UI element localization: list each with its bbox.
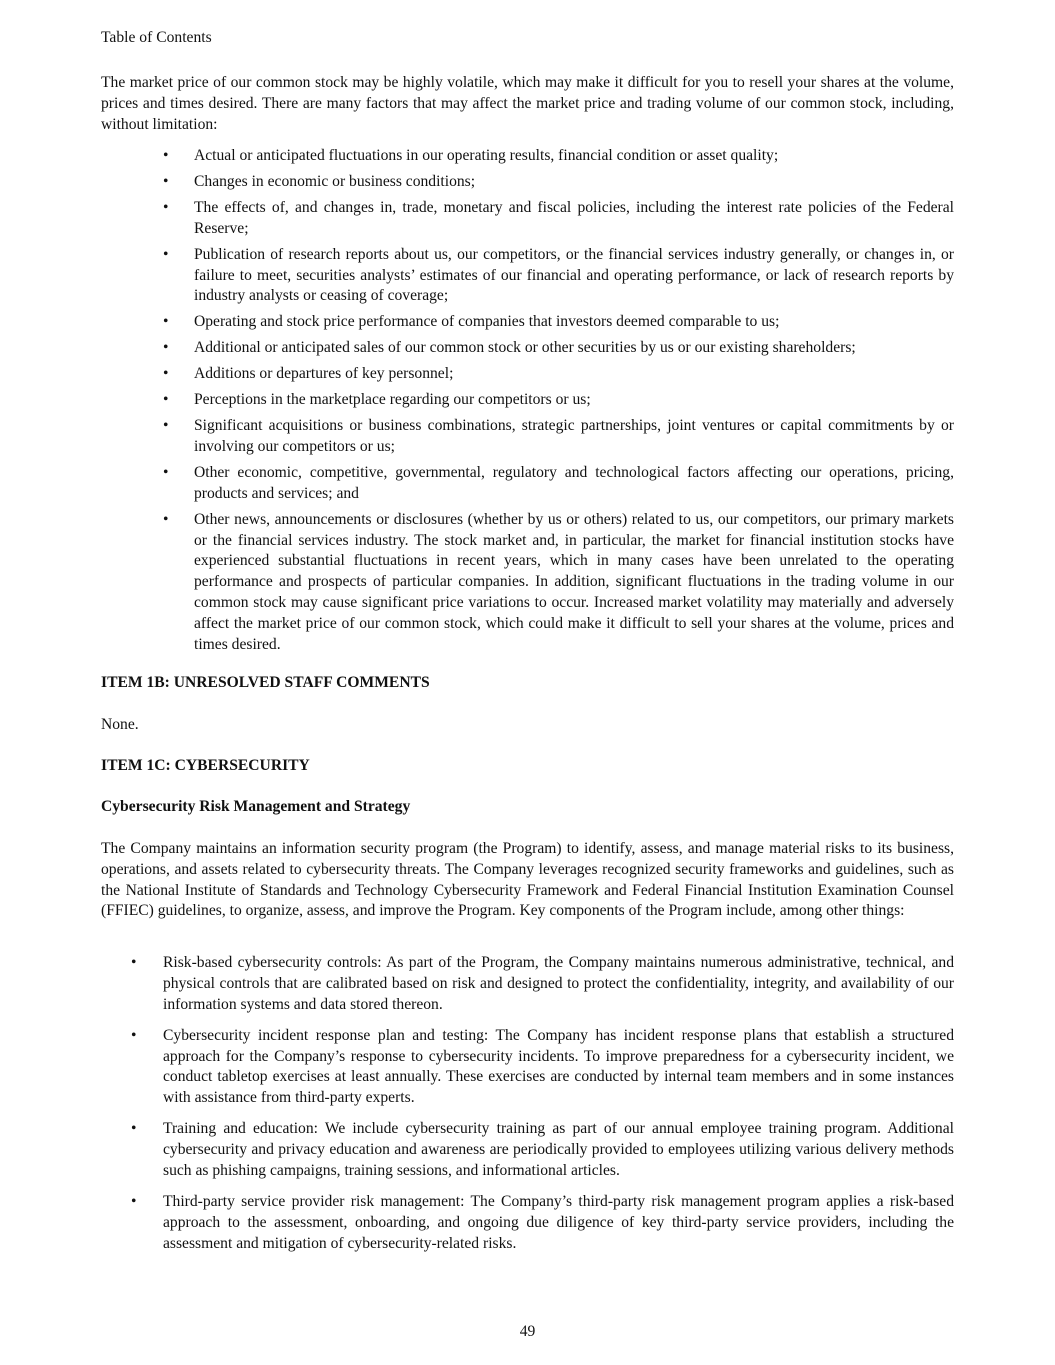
bullet-icon: • xyxy=(163,339,169,357)
list-item: • Significant acquisitions or business combinations, strategic partnerships, joint ventures or capital commitments by or involving our competitors or us; xyxy=(163,417,954,456)
bullet-icon: • xyxy=(163,147,169,164)
market-price-factors-list xyxy=(101,146,954,661)
bullet-icon: • xyxy=(131,1026,137,1044)
list-item: • Additions or departures of key personnel; xyxy=(101,364,954,385)
list-item: • Operating and stock price performance of companies that investors deemed comparable to us; xyxy=(101,312,954,333)
bullet-icon: • xyxy=(131,954,137,971)
bullet-icon: • xyxy=(163,365,169,383)
list-item: • Changes in economic or business conditions; xyxy=(101,172,954,193)
bullet-icon: • xyxy=(163,391,169,409)
bullet-icon: • xyxy=(163,198,169,216)
bullet-icon: • xyxy=(163,510,169,528)
bullet-icon: • xyxy=(163,417,169,435)
list-item: • Other economic, competitive, governmental, regulatory and technological factors affecting our operations, pricing, products and services; and xyxy=(163,464,954,502)
list-item: • Risk-based cybersecurity controls: As part of the Program, the Company maintains numerous administrative, technical, and physical controls that are calibrated based on risk and designed to protect the confidentiality, integrity, and availability of our information systems and data stored thereon. xyxy=(131,954,954,1013)
list-item: • Publication of research reports about us, our competitors, or the financial services industry generally, or changes in, or failure to meet, securities analysts’ estimates of our financial and operating performance, or lack of research reports by industry analysts or ceasing of coverage; xyxy=(163,245,954,305)
list-item: • Perceptions in the marketplace regarding our competitors or us; xyxy=(101,390,954,411)
cybersecurity-intro-paragraph: The Company maintains an information security program (the Program) to identify, assess, and manage material risks to its business, operations, and assets related to cybersecurity threats. The Company leverages recognized security frameworks and guidelines, such as the National Institute of Standards and Technology Cybersecurity Framework and Federal Financial Institution Examination Counsel (FFIEC) guidelines, to organize, assess, and improve the Program. Key components of the Program include, among other things: xyxy=(101,840,954,920)
item-1b-body: None. xyxy=(101,716,139,733)
table-of-contents-link[interactable]: Table of Contents xyxy=(101,29,212,46)
bullet-icon: • xyxy=(163,172,169,190)
bullet-icon: • xyxy=(131,1120,137,1138)
list-item: • Additional or anticipated sales of our common stock or other securities by us or our existing shareholders; xyxy=(101,338,954,359)
intro-paragraph: The market price of our common stock may be highly volatile, which may make it difficult for you to resell your shares at the volume, prices and times desired. There are many factors that may affect the market price and trading volume of our common stock, including, without limitation: xyxy=(101,74,954,133)
list-item: • Training and education: We include cybersecurity training as part of our annual employee training program. Additional cybersecurity and privacy education and awareness are periodically provided to employees utilizing various delivery methods such as phishing campaigns, training sessions, and informational articles. xyxy=(131,1120,954,1179)
list-item: • Cybersecurity incident response plan and testing: The Company has incident response plans that establish a structured approach for the Company’s response to cybersecurity incidents. To improve preparedness for a cybersecurity incident, we conduct tabletop exercises at least annually. These exercises are conducted by internal team members and in some instances with assistance from third-party experts. xyxy=(131,1026,954,1107)
bullet-icon: • xyxy=(163,464,169,482)
item-1c-heading: ITEM 1C: CYBERSECURITY xyxy=(101,757,310,774)
bullet-icon: • xyxy=(163,245,169,263)
bullet-icon: • xyxy=(131,1193,137,1211)
item-1b-heading: ITEM 1B: UNRESOLVED STAFF COMMENTS xyxy=(101,674,430,691)
page-number: 49 xyxy=(519,1323,536,1340)
list-item: • Actual or anticipated fluctuations in our operating results, financial condition or asset quality; xyxy=(101,146,954,167)
list-item: • Other news, announcements or disclosures (whether by us or others) related to us, our competitors, our primary markets or the financial services industry. The stock market and, in particular, the market for financial institution stocks have experienced substantial fluctuations in recent years, which in many cases have been unrelated to the operating performance and prospects of particular companies. In addition, significant fluctuations in the trading volume in our common stock may cause significant price variations to occur. Increased market volatility may materially and adversely affect the market price of our common stock, which could make it difficult to sell your shares at the volume, prices and times desired. xyxy=(163,510,954,653)
list-item: • Third-party service provider risk management: The Company’s third-party risk management program applies a risk-based approach to the assessment, onboarding, and ongoing due diligence of key third-party service providers, including the assessment and mitigation of cybersecurity-related risks. xyxy=(131,1193,954,1252)
list-item: • The effects of, and changes in, trade, monetary and fiscal policies, including the interest rate policies of the Federal Reserve; xyxy=(163,198,954,237)
bullet-icon: • xyxy=(163,313,169,331)
risk-management-subheading: Cybersecurity Risk Management and Strategy xyxy=(101,798,411,815)
program-components-list xyxy=(101,953,954,1265)
